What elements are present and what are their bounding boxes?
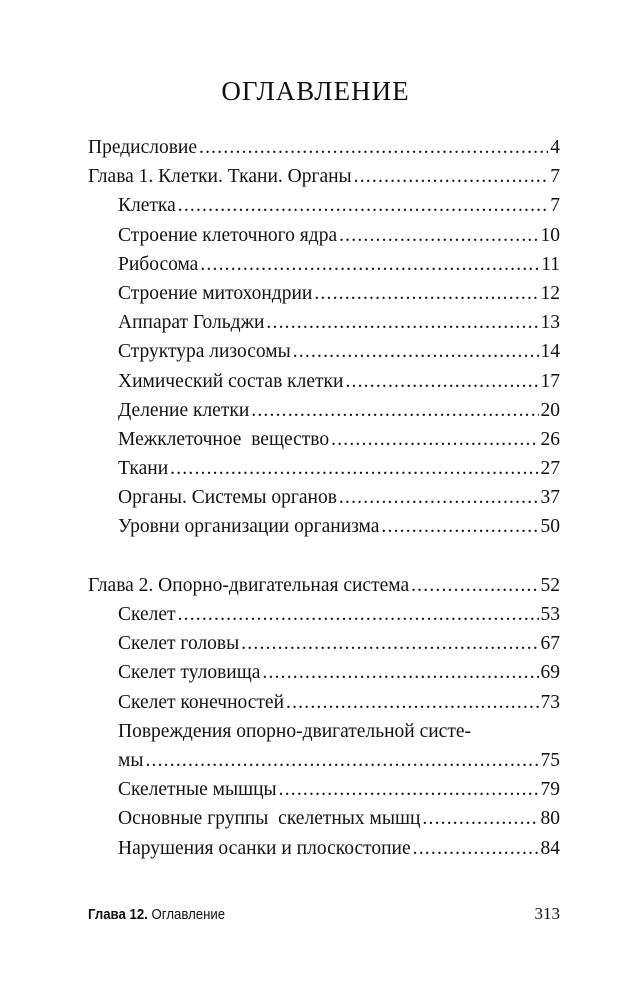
dot-leader: [411, 571, 538, 600]
toc-entry-page: 14: [540, 341, 560, 363]
toc-entry-page: 75: [540, 749, 560, 771]
dot-leader: [241, 629, 538, 658]
toc-entry-page: 67: [540, 633, 560, 655]
toc-subentry: [88, 775, 560, 804]
dot-leader: [354, 162, 549, 191]
table-of-contents: [88, 133, 560, 863]
dot-leader: [286, 688, 538, 717]
toc-subentry: [88, 746, 560, 775]
toc-entry-page: 80: [540, 808, 560, 830]
toc-entry-label: Клетка: [118, 195, 176, 217]
toc-subentry: [88, 688, 560, 717]
toc-subentry: [88, 658, 560, 687]
toc-entry-label: Глава 2. Опорно-двигательная система: [88, 574, 410, 596]
toc-entry-label: Предисловие: [88, 137, 198, 158]
dot-leader: [178, 600, 539, 629]
toc-subentry: [88, 221, 560, 250]
toc-entry-page: 73: [540, 691, 560, 713]
dot-leader: [422, 804, 538, 833]
toc-entry-label: Химический состав клетки: [118, 370, 344, 392]
dot-leader: [251, 396, 538, 425]
toc-entry-label: Ткани: [118, 458, 169, 480]
toc-entry-label: Скелет: [118, 604, 176, 625]
toc-entry-page: 7: [550, 166, 560, 188]
toc-subentry: [88, 425, 560, 454]
toc-subentry: [88, 308, 560, 337]
page-number: 313: [534, 904, 560, 923]
toc-entry-label: Межклеточное вещество: [118, 428, 330, 450]
page-title: ОГЛАВЛЕНИЕ: [221, 76, 410, 106]
dot-leader: [145, 746, 538, 775]
toc-entry-label: Скелет конечностей: [118, 691, 285, 713]
toc-entry-label: Аппарат Гольджи: [118, 312, 265, 334]
dot-leader: [339, 221, 538, 250]
toc-entry-page: 50: [540, 516, 560, 538]
toc-entry-page: 4: [550, 137, 560, 158]
toc-subentry: [88, 834, 560, 863]
toc-entry-page: 69: [540, 662, 560, 684]
toc-entry-label: Органы. Системы органов: [118, 487, 337, 509]
toc-entry-page: 52: [540, 574, 560, 596]
dot-leader: [200, 250, 539, 279]
toc-entry-label: Строение митохондрии: [118, 282, 313, 304]
toc-entry-label: Структура лизосомы: [118, 341, 291, 363]
toc-entry-preface: [88, 133, 560, 162]
toc-entry-label: Строение клеточного ядра: [118, 224, 338, 246]
toc-subentry: [88, 600, 560, 629]
dot-leader: [262, 658, 538, 687]
toc-entry-label: Глава 1. Клетки. Ткани. Органы: [88, 166, 352, 188]
toc-entry-page: 10: [540, 224, 560, 246]
toc-subentry: [88, 191, 560, 220]
toc-entry-label: Основные группы скелетных мышц: [118, 808, 421, 830]
toc-entry-page: 84: [540, 837, 560, 859]
toc-subentry: [88, 396, 560, 425]
toc-entry-page: 13: [540, 312, 560, 334]
toc-subentry-wrapped-line: Повреждения опорно-двигательной систе-: [118, 720, 471, 742]
toc-entry-label: Нарушения осанки и плоскостопие: [118, 837, 411, 859]
toc-chapter-2: [88, 571, 560, 600]
toc-subentry: [88, 629, 560, 658]
toc-entry-page: 11: [541, 253, 560, 275]
toc-subentry: [88, 279, 560, 308]
dot-leader: [178, 191, 549, 220]
dot-leader: [293, 337, 539, 366]
dot-leader: [413, 834, 539, 863]
toc-subentry: [88, 337, 560, 366]
toc-entry-label: Рибосома: [118, 253, 199, 275]
section-spacer: [88, 542, 560, 571]
dot-leader: [199, 133, 548, 162]
toc-entry-label: Скелет туловища: [118, 662, 261, 684]
dot-leader: [279, 775, 539, 804]
toc-entry-page: 17: [540, 370, 560, 392]
running-footer: [88, 906, 225, 923]
toc-entry-page: 37: [540, 487, 560, 509]
toc-entry-label: Деление клетки: [118, 399, 250, 421]
dot-leader: [314, 279, 538, 308]
running-footer-title: Оглавление: [147, 906, 226, 923]
toc-entry-label: Уровни организации организма: [118, 516, 380, 538]
toc-entry-page: 53: [540, 604, 560, 625]
dot-leader: [345, 367, 538, 396]
running-footer-chapter: Глава 12.: [88, 906, 148, 923]
toc-entry-label: Скелетные мышцы: [118, 779, 277, 801]
toc-entry-page: 79: [540, 779, 560, 801]
toc-entry-label: мы: [118, 749, 144, 771]
toc-subentry: [88, 483, 560, 512]
dot-leader: [339, 483, 539, 512]
toc-entry-page: 26: [540, 428, 560, 450]
toc-subentry: [88, 512, 560, 541]
toc-entry-label: Скелет головы: [118, 633, 240, 655]
toc-subentry: [88, 367, 560, 396]
toc-subentry: [88, 804, 560, 833]
dot-leader: [170, 454, 538, 483]
toc-subentry: [88, 454, 560, 483]
toc-chapter-1: [88, 162, 560, 191]
page-footer: [88, 904, 560, 924]
dot-leader: [331, 425, 538, 454]
dot-leader: [266, 308, 538, 337]
toc-entry-page: 27: [540, 458, 560, 480]
toc-entry-page: 20: [540, 399, 560, 421]
toc-entry-page: 12: [540, 282, 560, 304]
toc-entry-page: 7: [550, 195, 560, 217]
toc-subentry: [88, 250, 560, 279]
dot-leader: [381, 512, 538, 541]
